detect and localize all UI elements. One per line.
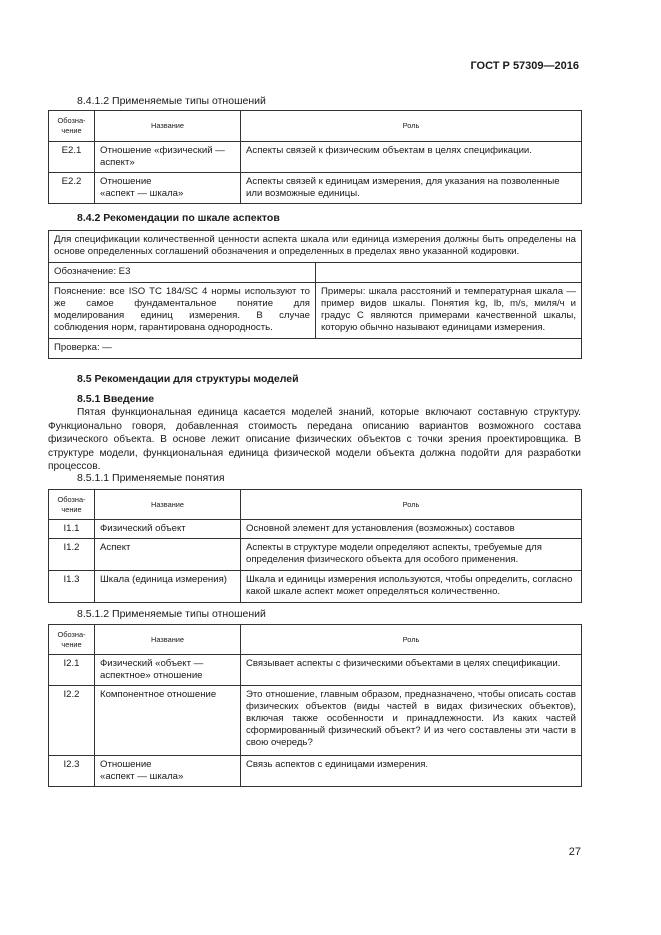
section-title-8-4-1-2: 8.4.1.2 Применяемые типы отношений (77, 95, 266, 107)
section-title-8-5-1: 8.5.1 Введение (77, 393, 155, 405)
table-header-row (49, 490, 582, 520)
introduction-paragraph: Пятая функциональная единица касается моделей знаний, которые включают составную структуру. Функционально говоря, добавленная стоимость передана описанию вариантов возможного состава физического объекта. В основе лежит описание физических объектов с точки зрения проектировщика. В структуре модели, функциональная единица физической модели объекта должна подойти для разработки процессов. (48, 407, 581, 472)
row-code: E2.2 (49, 173, 95, 204)
section-title-8-5-1-1: 8.5.1.1 Применяемые понятия (77, 472, 225, 484)
empty-cell (316, 263, 582, 283)
table-row (49, 339, 582, 359)
row-name: Аспект (95, 539, 241, 571)
concepts-table-i1 (48, 489, 582, 603)
examples-cell: Примеры: шкала расстояний и температурная шкала — пример видов шкалы. Понятия kg, lb, m/s, миля/ч и градус С являются примерами качественной шкалы, которую обычно называют единицами измерения. (316, 283, 582, 339)
col-header-code: Обозна- чение (49, 111, 95, 142)
relations-table-i2 (48, 624, 582, 787)
table-row (49, 173, 582, 204)
col-header-role: Роль (241, 625, 582, 655)
table-row (49, 520, 582, 539)
row-name: Физический объект (95, 520, 241, 539)
row-name: Отношение «физический — аспект» (95, 142, 241, 173)
col-header-name: Название (95, 111, 241, 142)
table-row (49, 539, 582, 571)
section-title-8-4-2: 8.4.2 Рекомендации по шкале аспектов (77, 212, 280, 224)
row-role: Шкала и единицы измерения используются, чтобы определить, согласно какой шкале аспект может определяться количественно. (241, 571, 582, 603)
table-header-row (49, 111, 582, 142)
table-row (49, 571, 582, 603)
col-header-name: Название (95, 625, 241, 655)
row-code: I1.3 (49, 571, 95, 603)
table-row (49, 142, 582, 173)
recommendation-intro: Для спецификации количественной ценности аспекта шкала или единица измерения должны быть определены на основе определенных соглашений обозначения и определенных в пределах явно указанной кодировки. (49, 231, 582, 263)
row-role: Связывает аспекты с физическими объектами в целях спецификации. (241, 655, 582, 686)
table-row (49, 231, 582, 263)
table-header-row (49, 625, 582, 655)
row-name: Физический «объект — аспектное» отношение (95, 655, 241, 686)
col-header-name: Название (95, 490, 241, 520)
page-number: 27 (568, 846, 581, 858)
row-role: Аспекты связей к единицам измерения, для указания на позволенные или возможные единицы. (241, 173, 582, 204)
section-title-8-5: 8.5 Рекомендации для структуры моделей (77, 373, 299, 385)
row-code: I2.1 (49, 655, 95, 686)
row-role: Основной элемент для установления (возможных) составов (241, 520, 582, 539)
table-row (49, 686, 582, 756)
row-code: I1.1 (49, 520, 95, 539)
row-role: Аспекты связей к физическим объектам в целях спецификации. (241, 142, 582, 173)
explanation-cell: Пояснение: все ISO TC 184/SC 4 нормы используют то же самое фундаментальное понятие для моделирования единиц измерения. В случае соблюдения норм, гарантирована однородность. (49, 283, 316, 339)
row-code: I1.2 (49, 539, 95, 571)
row-role: Это отношение, главным образом, предназначено, чтобы описать состав физических объектов (виды частей в видах физических объектов), включая также особенности и принадлежности. Из каких частей сформированный физический объект? И из чего составлены эти части в свою очередь? (241, 686, 582, 756)
row-name: Шкала (единица измерения) (95, 571, 241, 603)
col-header-role: Роль (241, 111, 582, 142)
table-row (49, 756, 582, 787)
row-name: Отношение «аспект — шкала» (95, 173, 241, 204)
row-role: Аспекты в структуре модели определяют аспекты, требуемые для определения физического объекта для особого применения. (241, 539, 582, 571)
recommendation-table-e3 (48, 230, 582, 359)
row-code: E2.1 (49, 142, 95, 173)
row-role: Связь аспектов с единицами измерения. (241, 756, 582, 787)
col-header-role: Роль (241, 490, 582, 520)
table-row (49, 283, 582, 339)
row-name: Компонентное отношение (95, 686, 241, 756)
row-name: Отношение «аспект — шкала» (95, 756, 241, 787)
relations-table-e2 (48, 110, 582, 204)
row-code: I2.3 (49, 756, 95, 787)
document-id: ГОСТ Р 57309—2016 (470, 60, 579, 72)
table-row (49, 655, 582, 686)
table-row (49, 263, 582, 283)
section-title-8-5-1-2: 8.5.1.2 Применяемые типы отношений (77, 608, 266, 620)
col-header-code: Обозна- чение (49, 625, 95, 655)
col-header-code: Обозна- чение (49, 490, 95, 520)
designation-cell: Обозначение: E3 (49, 263, 316, 283)
check-cell: Проверка: — (49, 339, 582, 359)
row-code: I2.2 (49, 686, 95, 756)
